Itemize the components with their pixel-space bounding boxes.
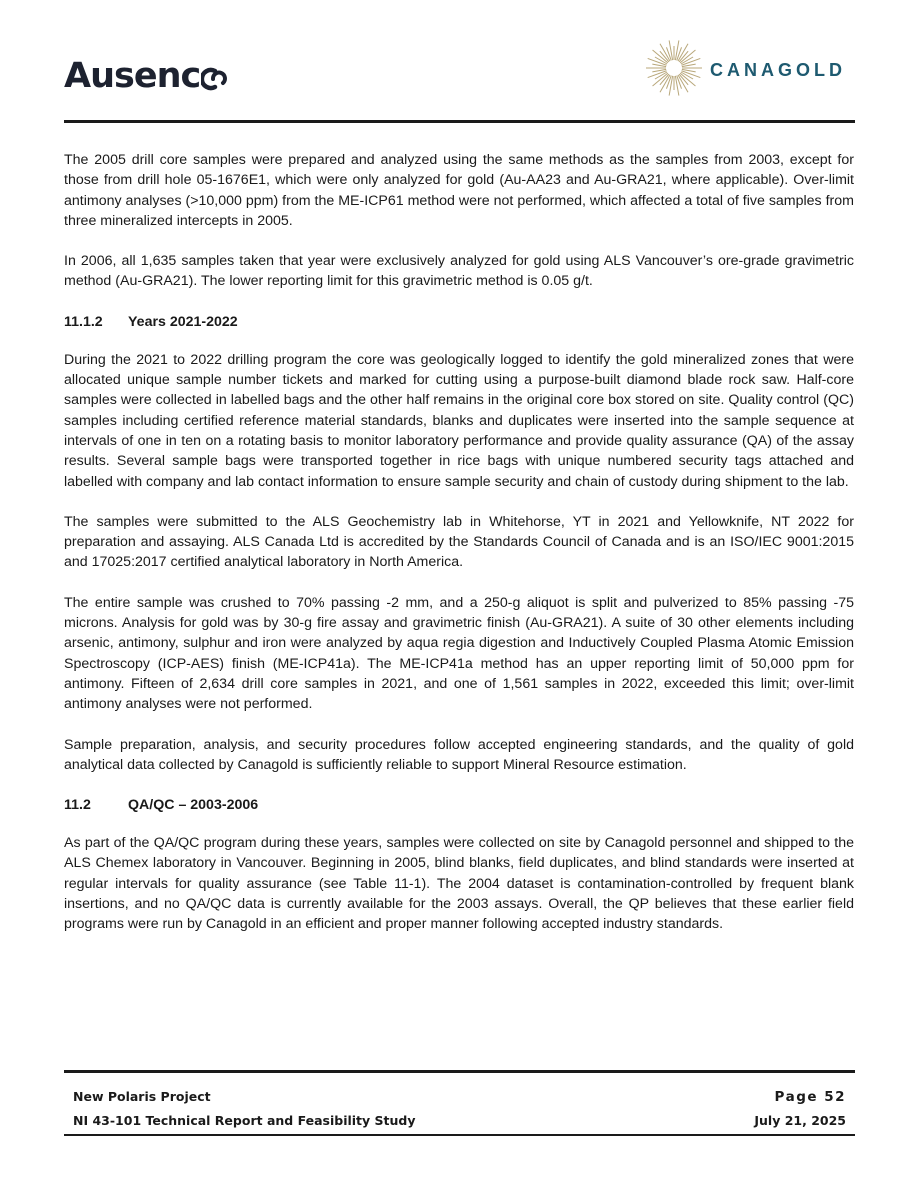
header-divider (64, 120, 855, 123)
section-title: Years 2021-2022 (128, 313, 238, 330)
page-header (64, 36, 854, 122)
paragraph-als-lab: The samples were submitted to the ALS Geochemistry lab in Whitehorse, YT in 2021 and Yellowknife, NT 2022 for preparation and assaying. ALS Canada Ltd is accredited by the Standards Council of Canada and is an ISO/IEC 9001:2015 and 17025:2017 certified analytical laboratory in North America. (64, 513, 854, 571)
ausenco-logo (64, 56, 229, 96)
paragraph-2006-samples: In 2006, all 1,635 samples taken that year were exclusively analyzed for gold using ALS Vancouver’s ore-grade gravimetric method (Au-GRA21). The lower reporting limit for this gravimetric method is 0.05 g/t. (64, 253, 854, 290)
footer-divider-top (64, 1070, 855, 1073)
footer-date: July 21, 2025 (754, 1113, 846, 1128)
footer-divider-bottom (64, 1134, 855, 1136)
section-title: QA/QC – 2003-2006 (128, 797, 259, 814)
paragraph-qaqc-program: As part of the QA/QC program during these years, samples were collected on site by Canagold personnel and shipped to the ALS Chemex laboratory in Vancouver. Beginning in 2005, blind blanks, field duplicates, and blind standards were inserted at regular intervals for quality assurance (see Table 11-1). The 2004 dataset is contamination-controlled by frequent blank insertions, and no QA/QC data is currently available for the 2003 assays. Overall, the QP believes that these earlier field programs were run by Canagold in an efficient and proper manner following accepted industry standards. (64, 835, 854, 933)
sunburst-icon (644, 38, 704, 98)
section-heading-11-2 (64, 795, 854, 815)
section-heading-11-1-2 (64, 312, 854, 332)
paragraph-sample-preparation: The entire sample was crushed to 70% passing -2 mm, and a 250-g aliquot is split and pulverized to 85% passing -75 microns. Analysis for gold was by 30-g fire assay and gravimetric finish (Au-GRA21). A suite of 30 other elements including arsenic, antimony, sulphur and iron were analyzed by aqua regia digestion and Inductively Coupled Plasma Atomic Emission Spectroscopy (ICP-AES) finish (ME-ICP41a). The ME-ICP41a method has an upper reporting limit of 50,000 ppm for antimony. Fifteen of 2,634 drill core samples in 2021, and one of 1,561 samples in 2022, exceeded this limit; over-limit antimony analyses were not performed. (64, 594, 854, 713)
paragraph-procedures-summary: Sample preparation, analysis, and security procedures follow accepted engineering standards, and the quality of gold analytical data collected by Canagold is sufficiently reliable to support Mineral Resource estimation. (64, 736, 854, 773)
section-number: 11.2 (64, 797, 91, 814)
footer-left (73, 1085, 416, 1133)
paragraph-drilling-program: During the 2021 to 2022 drilling program the core was geologically logged to identify the gold mineralized zones that were allocated unique sample number tickets and marked for cutting using a purpose-built diamond blade rock saw. Half-core samples were collected in labelled bags and the other half remains in the original core box stored on site. Quality control (QC) samples including certified reference material standards, blanks and duplicates were inserted into the sample sequence at intervals of one in ten on a rotating basis to monitor laboratory performance and provide quality assurance (QA) of the assay results. Several sample bags were transported together in rice bags with unique numbered security tags attached and labelled with company and lab contact information to ensure sample security and chain of custody during shipment to the lab. (64, 351, 854, 490)
footer-report-title: NI 43-101 Technical Report and Feasibility Study (73, 1113, 416, 1128)
section-number: 11.1.2 (64, 313, 103, 330)
canagold-logo-text: CANAGOLD (710, 59, 846, 80)
footer-project-name: New Polaris Project (73, 1089, 211, 1104)
footer-right (754, 1085, 846, 1133)
ausenco-ring-icon (201, 67, 229, 91)
document-body (64, 150, 854, 955)
paragraph-2005-samples: The 2005 drill core samples were prepared and analyzed using the same methods as the samples from 2003, except for those from drill hole 05-1676E1, which were only analyzed for gold (Au-AA23 and Au-GRA21, where applicable). Over-limit antimony analyses (>10,000 ppm) from the ME-ICP61 method were not performed, which affected a total of five samples from three mineralized intercepts in 2005. (64, 152, 854, 229)
page-number: Page 52 (774, 1089, 846, 1105)
canagold-logo (644, 38, 846, 98)
ausenco-logo-text: Ausenc (64, 56, 201, 96)
